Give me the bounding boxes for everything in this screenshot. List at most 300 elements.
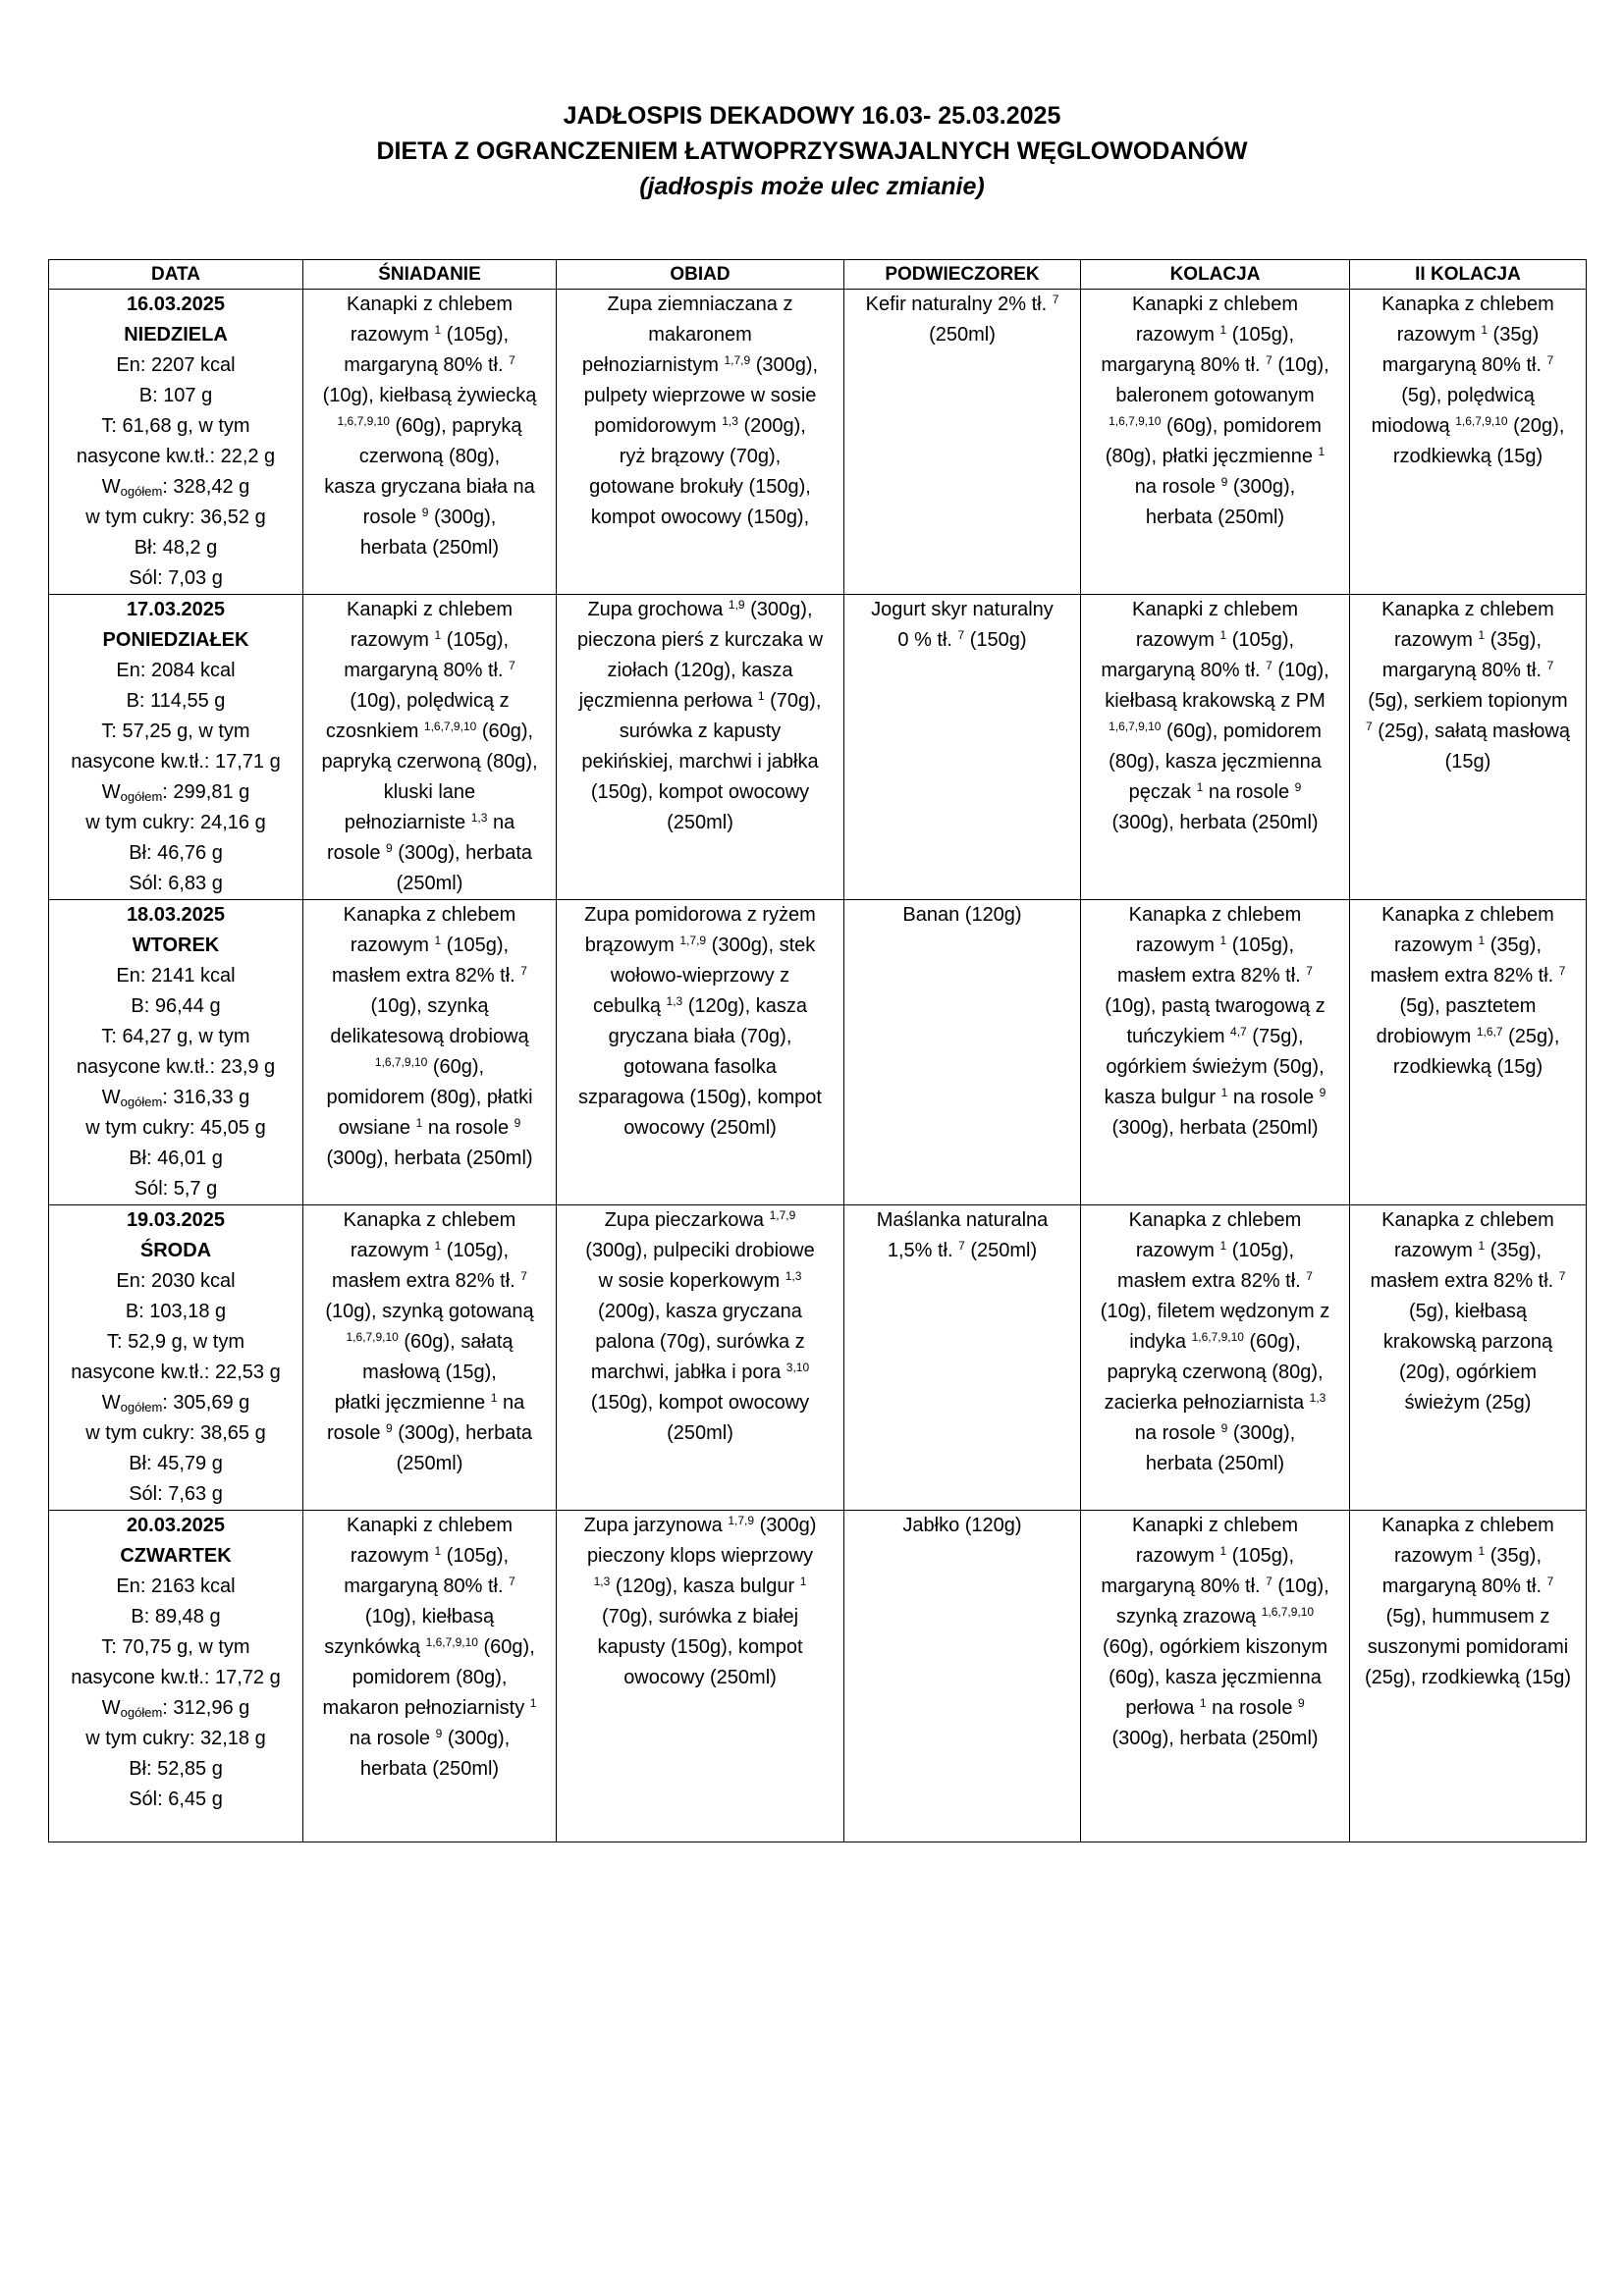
dinner-cell <box>1081 1511 1350 1842</box>
dinner-cell <box>1081 290 1350 595</box>
nutrition-line: T: 70,75 g, w tym <box>101 1636 250 1658</box>
meal-line: (150g), kompot owocowy <box>590 781 810 803</box>
date-cell <box>49 1511 303 1842</box>
meal-line: pekińskiej, marchwi i jabłka <box>581 751 819 773</box>
breakfast-cell <box>303 1205 557 1511</box>
meal-line: papryką czerwoną (80g), <box>321 751 538 773</box>
meal-line: Zupa pomidorowa z ryżem <box>584 904 816 926</box>
lunch-cell <box>557 900 844 1205</box>
meal-line: (60g), ogórkiem kiszonym <box>1103 1636 1327 1658</box>
meal-line: margaryną 80% tł. $^7$ <box>344 659 515 681</box>
meal-line: pęczak $^1$ na rosole $^9$ <box>1128 780 1302 803</box>
nutrition-line: En: 2084 kcal <box>116 660 236 681</box>
meal-line: (10g), szynką gotowaną <box>325 1301 534 1322</box>
allergen-marker: 7 <box>509 659 515 672</box>
allergen-marker: 1,6,7,9,10 <box>1191 1330 1244 1344</box>
meal-line: Maślanka naturalna <box>876 1209 1049 1231</box>
allergen-marker: 9 <box>1294 780 1302 794</box>
nutrition-line: nasycone kw.tł.: 22,53 g <box>71 1362 281 1383</box>
supper-cell <box>1350 1205 1587 1511</box>
allergen-marker: 1,7,9 <box>728 1514 755 1527</box>
date-cell <box>49 1205 303 1511</box>
meal-line: surówka z kapusty <box>619 721 782 742</box>
meal-line: razowym $^1$ (105g), <box>350 323 510 346</box>
subscript-text: ogółem <box>120 1400 163 1415</box>
nutrition-line: Bł: 52,85 g <box>129 1758 223 1780</box>
meal-line: (300g), herbata (250ml) <box>1111 1117 1319 1139</box>
meal-line: (20g), ogórkiem <box>1398 1362 1538 1383</box>
meal-line: masłem extra 82% tł. $^7$ <box>1370 964 1566 987</box>
dinner-cell <box>1081 1205 1350 1511</box>
meal-line: (300g), herbata (250ml) <box>326 1148 533 1169</box>
meal-line: Kanapka z chlebem <box>1381 294 1554 315</box>
meal-line: kluski lane <box>383 781 476 803</box>
meal-line: kompot owocowy (150g), <box>590 507 810 528</box>
supper-cell <box>1350 1511 1587 1842</box>
meal-line: Kanapki z chlebem <box>1132 1515 1298 1536</box>
nutrition-line: $W_{ogółem}$: 305,69 g <box>101 1392 250 1415</box>
meal-line: (10g), szynką <box>370 995 489 1017</box>
table-row <box>49 1511 1587 1842</box>
meal-line: delikatesową drobiową <box>330 1026 529 1047</box>
meal-line: (5g), serkiem topionym <box>1368 690 1568 712</box>
meal-line: szparagowa (150g), kompot <box>578 1087 822 1108</box>
column-header-lunch: OBIAD <box>557 260 844 290</box>
nutrition-line: B: 107 g <box>138 385 213 406</box>
allergen-marker: 7 <box>1366 720 1373 733</box>
dinner-cell <box>1081 900 1350 1205</box>
allergen-marker: 7 <box>1546 1575 1554 1588</box>
nutrition-line: nasycone kw.tł.: 17,71 g <box>71 751 281 773</box>
breakfast-cell <box>303 1511 557 1842</box>
meal-line: gotowana fasolka <box>623 1056 777 1078</box>
meal-line: Kanapka z chlebem <box>343 1209 516 1231</box>
meal-line: pomidorem (80g), <box>352 1667 508 1688</box>
meal-line: brązowym $^{1,7,9}$ (300g), stek <box>584 934 816 956</box>
meal-line: $^{1,6,7,9,10}$ (60g), pomidorem <box>1109 414 1322 437</box>
meal-line: razowym $^1$ (35g), <box>1393 1544 1543 1567</box>
meal-line: świeżym (25g) <box>1404 1392 1532 1414</box>
meal-line: kasza bulgur $^1$ na rosole $^9$ <box>1104 1086 1326 1108</box>
nutrition-line: B: 103,18 g <box>125 1301 227 1322</box>
menu-header <box>0 98 1624 204</box>
snack-cell <box>844 1511 1081 1842</box>
meal-line: Kanapka z chlebem <box>1381 599 1554 620</box>
meal-line: (300g), herbata (250ml) <box>1111 1728 1319 1749</box>
meal-line: razowym $^1$ (35g), <box>1393 934 1543 956</box>
nutrition-line: Sól: 6,45 g <box>129 1789 223 1810</box>
meal-line: makaron pełnoziarnisty $^1$ <box>322 1696 537 1719</box>
meal-line: Banan (120g) <box>902 904 1022 926</box>
table-row <box>49 290 1587 595</box>
allergen-marker: 1 <box>1318 445 1326 458</box>
allergen-marker: 1 <box>1220 1086 1228 1099</box>
meal-line: baleronem gotowanym <box>1115 385 1315 406</box>
allergen-marker: 1,3 <box>1309 1391 1326 1405</box>
nutrition-line: En: 2163 kcal <box>116 1575 236 1597</box>
nutrition-line: $W_{ogółem}$: 328,42 g <box>101 476 250 499</box>
nutrition-line: w tym cukry: 38,65 g <box>85 1422 266 1444</box>
column-header-dinner: KOLACJA <box>1081 260 1350 290</box>
allergen-marker: 4,7 <box>1230 1025 1247 1039</box>
allergen-marker: 1 <box>1478 934 1486 947</box>
nutrition-line: nasycone kw.tł.: 22,2 g <box>76 446 276 467</box>
allergen-marker: 1,6,7,9,10 <box>1261 1605 1315 1619</box>
meal-line: masłem extra 82% tł. $^7$ <box>1117 1269 1313 1292</box>
meal-line: Kanapki z chlebem <box>347 1515 513 1536</box>
nutrition-line: T: 57,25 g, w tym <box>101 721 250 742</box>
allergen-marker: 1,7,9 <box>769 1208 796 1222</box>
column-header-breakfast: ŚNIADANIE <box>303 260 557 290</box>
meal-line: gryczana biała (70g), <box>608 1026 792 1047</box>
nutrition-line: T: 61,68 g, w tym <box>101 415 250 437</box>
allergen-marker: 9 <box>1220 475 1228 489</box>
meal-line: Kanapki z chlebem <box>347 599 513 620</box>
meal-line: masłową (15g), <box>362 1362 497 1383</box>
meal-line: owocowy (250ml) <box>623 1117 777 1139</box>
meal-line: $^{1,6,7,9,10}$ (60g), papryką <box>337 414 522 437</box>
meal-plan-table <box>48 259 1587 1842</box>
allergen-marker: 1 <box>529 1696 537 1710</box>
meal-line: herbata (250ml) <box>359 1758 500 1780</box>
meal-line: (250ml) <box>396 1453 463 1474</box>
meal-line: rosole $^9$ (300g), herbata <box>326 841 533 864</box>
allergen-marker: 7 <box>1266 659 1272 672</box>
day-date: 16.03.2025 <box>126 294 226 315</box>
snack-cell <box>844 290 1081 595</box>
meal-line: kasza gryczana biała na <box>324 476 535 498</box>
meal-line: owocowy (250ml) <box>623 1667 777 1688</box>
nutrition-line: $W_{ogółem}$: 312,96 g <box>101 1697 250 1720</box>
subscript-text: ogółem <box>120 1095 163 1109</box>
lunch-cell <box>557 1511 844 1842</box>
meal-line: (10g), filetem wędzonym z <box>1100 1301 1330 1322</box>
meal-line: (60g), kasza jęczmienna <box>1109 1667 1322 1688</box>
meal-line: razowym $^1$ (105g), <box>1135 323 1295 346</box>
meal-line: czosnkiem $^{1,6,7,9,10}$ (60g), <box>325 720 534 742</box>
nutrition-line: Sól: 7,63 g <box>129 1483 223 1505</box>
subscript-text: ogółem <box>120 484 163 499</box>
meal-line: razowym $^1$ (105g), <box>1135 1239 1295 1261</box>
nutrition-line: Bł: 45,79 g <box>129 1453 223 1474</box>
allergen-marker: 9 <box>421 506 429 519</box>
day-weekday: ŚRODA <box>139 1240 212 1261</box>
meal-line: wołowo-wieprzowy z <box>610 965 790 987</box>
date-cell <box>49 595 303 900</box>
nutrition-line: Bł: 46,76 g <box>129 842 223 864</box>
meal-line: marchwi, jabłka i pora $^{3,10}$ <box>590 1361 810 1383</box>
allergen-marker: 1,6,7,9,10 <box>1109 414 1162 428</box>
nutrition-line: $W_{ogółem}$: 299,81 g <box>101 781 250 804</box>
allergen-marker: 1 <box>1219 323 1227 337</box>
meal-line: Zupa jarzynowa $^{1,7,9}$ (300g) <box>583 1514 817 1536</box>
nutrition-line: En: 2207 kcal <box>116 354 236 376</box>
day-weekday: NIEDZIELA <box>124 324 228 346</box>
meal-line: kiełbasą krakowską z PM <box>1105 690 1326 712</box>
column-header-date: DATA <box>49 260 303 290</box>
allergen-marker: 1 <box>1219 934 1227 947</box>
meal-line: rzodkiewką (15g) <box>1392 1056 1543 1078</box>
allergen-marker: 1 <box>1481 323 1488 337</box>
allergen-marker: 9 <box>1319 1086 1326 1099</box>
nutrition-line: Bł: 46,01 g <box>129 1148 223 1169</box>
meal-line: Kanapka z chlebem <box>1381 1209 1554 1231</box>
allergen-marker: 1 <box>1478 1544 1486 1558</box>
nutrition-line: B: 89,48 g <box>131 1606 221 1628</box>
meal-line: $^{1,3}$ (120g), kasza bulgur $^1$ <box>593 1575 807 1597</box>
meal-line: margaryną 80% tł. $^7$ <box>1381 659 1554 681</box>
lunch-cell <box>557 1205 844 1511</box>
breakfast-cell <box>303 290 557 595</box>
meal-line: jęczmienna perłowa $^1$ (70g), <box>578 689 822 712</box>
allergen-marker: 1,3 <box>470 811 488 825</box>
meal-line: $^7$ (25g), sałatą masłową <box>1366 720 1570 742</box>
meal-line: (5g), hummusem z <box>1385 1606 1550 1628</box>
meal-line: w sosie koperkowym $^{1,3}$ <box>598 1269 802 1292</box>
meal-line: razowym $^1$ (105g), <box>1135 628 1295 651</box>
menu-title: JADŁOSPIS DEKADOWY 16.03- 25.03.2025 <box>563 102 1061 130</box>
allergen-marker: 1,3 <box>666 994 683 1008</box>
subscript-text: ogółem <box>120 1705 163 1720</box>
change-note: (jadłospis może ulec zmianie) <box>639 173 985 200</box>
meal-line: kapusty (150g), kompot <box>597 1636 803 1658</box>
meal-line: 1,5% tł. $^7$ (250ml) <box>887 1239 1038 1261</box>
nutrition-line: nasycone kw.tł.: 23,9 g <box>76 1056 276 1078</box>
meal-line: gotowane brokuły (150g), <box>589 476 811 498</box>
date-cell <box>49 290 303 595</box>
nutrition-line: B: 96,44 g <box>131 995 221 1017</box>
meal-line: szynką zrazową $^{1,6,7,9,10}$ <box>1115 1605 1315 1628</box>
meal-line: zacierka pełnoziarnista $^{1,3}$ <box>1104 1391 1326 1414</box>
allergen-marker: 1,6,7,9,10 <box>337 414 390 428</box>
subscript-text: ogółem <box>120 789 163 804</box>
allergen-marker: 7 <box>1266 1575 1272 1588</box>
snack-cell <box>844 1205 1081 1511</box>
allergen-marker: 9 <box>435 1727 443 1740</box>
meal-line: miodową $^{1,6,7,9,10}$ (20g), <box>1371 414 1565 437</box>
meal-line: szynkówką $^{1,6,7,9,10}$ (60g), <box>324 1635 535 1658</box>
meal-line: masłem extra 82% tł. $^7$ <box>332 1269 527 1292</box>
meal-line: suszonymi pomidorami <box>1367 1636 1569 1658</box>
meal-line: rzodkiewką (15g) <box>1392 446 1543 467</box>
allergen-marker: 1,3 <box>722 414 738 428</box>
nutrition-line: nasycone kw.tł.: 17,72 g <box>71 1667 281 1688</box>
allergen-marker: 7 <box>509 1575 515 1588</box>
meal-line: Kanapka z chlebem <box>1381 904 1554 926</box>
nutrition-line: B: 114,55 g <box>126 690 226 712</box>
allergen-marker: 1,6,7,9,10 <box>1455 414 1508 428</box>
meal-line: pomidorowym $^{1,3}$ (200g), <box>594 414 806 437</box>
allergen-marker: 1 <box>434 628 442 642</box>
meal-line: Kanapki z chlebem <box>1132 294 1298 315</box>
day-weekday: PONIEDZIAŁEK <box>102 629 249 651</box>
allergen-marker: 1,3 <box>785 1269 802 1283</box>
snack-cell <box>844 900 1081 1205</box>
meal-line: (5g), kiełbasą <box>1408 1301 1528 1322</box>
allergen-marker: 1,7,9 <box>679 934 707 947</box>
meal-line: Jogurt skyr naturalny <box>871 599 1054 620</box>
meal-line: 0 % tł. $^7$ (150g) <box>897 628 1027 651</box>
nutrition-line: T: 64,27 g, w tym <box>101 1026 250 1047</box>
meal-line: na rosole $^9$ (300g), <box>1134 475 1296 498</box>
allergen-marker: 9 <box>386 1421 393 1435</box>
allergen-marker: 7 <box>958 1239 965 1253</box>
meal-line: Kanapka z chlebem <box>1381 1515 1554 1536</box>
meal-line: pomidorem (80g), płatki <box>326 1087 533 1108</box>
meal-line: masłem extra 82% tł. $^7$ <box>1117 964 1313 987</box>
meal-line: razowym $^1$ (105g), <box>1135 1544 1295 1567</box>
allergen-marker: 3,10 <box>785 1361 810 1374</box>
meal-line: herbata (250ml) <box>359 537 500 559</box>
breakfast-cell <box>303 900 557 1205</box>
nutrition-line: w tym cukry: 45,05 g <box>85 1117 266 1139</box>
meal-line: papryką czerwoną (80g), <box>1107 1362 1324 1383</box>
meal-line: razowym $^1$ (105g), <box>350 628 510 651</box>
meal-plan-body <box>49 290 1587 1842</box>
meal-line: $^{1,6,7,9,10}$ (60g), sałatą <box>346 1330 514 1353</box>
table-header-row <box>49 260 1587 290</box>
allergen-marker: 1 <box>1478 628 1486 642</box>
meal-line: (5g), polędwicą <box>1401 385 1535 406</box>
meal-line: (25g), rzodkiewką (15g) <box>1364 1667 1572 1688</box>
meal-line: herbata (250ml) <box>1145 507 1285 528</box>
meal-line: margaryną 80% tł. $^7$ (10g), <box>1101 659 1329 681</box>
meal-line: margaryną 80% tł. $^7$ (10g), <box>1101 1575 1329 1597</box>
meal-line: (250ml) <box>929 324 996 346</box>
allergen-marker: 1 <box>1478 1239 1486 1253</box>
allergen-marker: 1,6,7,9,10 <box>423 720 477 733</box>
meal-line: $^{1,6,7,9,10}$ (60g), pomidorem <box>1109 720 1322 742</box>
meal-line: razowym $^1$ (35g), <box>1393 1239 1543 1261</box>
allergen-marker: 7 <box>509 353 515 367</box>
allergen-marker: 1,3 <box>593 1575 611 1588</box>
meal-line: pieczona pierś z kurczaka w <box>576 629 824 651</box>
meal-line: razowym $^1$ (105g), <box>350 934 510 956</box>
meal-line: owsiane $^1$ na rosole $^9$ <box>338 1116 521 1139</box>
meal-line: razowym $^1$ (35g), <box>1393 628 1543 651</box>
allergen-marker: 9 <box>514 1116 521 1130</box>
meal-line: (300g), herbata (250ml) <box>1111 812 1319 833</box>
date-cell <box>49 900 303 1205</box>
meal-line: masłem extra 82% tł. $^7$ <box>1370 1269 1566 1292</box>
meal-line: pulpety wieprzowe w sosie <box>583 385 817 406</box>
allergen-marker: 7 <box>1306 1269 1313 1283</box>
day-weekday: WTOREK <box>132 934 220 956</box>
meal-line: ziołach (120g), kasza <box>607 660 793 681</box>
meal-line: (10g), kiełbasą żywiecką <box>322 385 537 406</box>
allergen-marker: 7 <box>1306 964 1313 978</box>
meal-line: Kanapka z chlebem <box>343 904 516 926</box>
breakfast-cell <box>303 595 557 900</box>
allergen-marker: 7 <box>1052 293 1059 306</box>
meal-line: pełnoziarniste $^{1,3}$ na <box>344 811 515 833</box>
allergen-marker: 7 <box>1266 353 1272 367</box>
allergen-marker: 1,6,7 <box>1476 1025 1503 1039</box>
meal-line: (250ml) <box>667 1422 733 1444</box>
nutrition-line: w tym cukry: 36,52 g <box>85 507 266 528</box>
allergen-marker: 1 <box>1219 1239 1227 1253</box>
allergen-marker: 9 <box>1298 1696 1305 1710</box>
allergen-marker: 1 <box>434 1239 442 1253</box>
meal-line: (10g), kiełbasą <box>364 1606 495 1628</box>
meal-line: Jabłko (120g) <box>902 1515 1022 1536</box>
meal-line: palona (70g), surówka z <box>595 1331 805 1353</box>
allergen-marker: 1,6,7,9,10 <box>425 1635 478 1649</box>
allergen-marker: 7 <box>1558 1269 1566 1283</box>
allergen-marker: 1 <box>434 1544 442 1558</box>
meal-line: Kanapki z chlebem <box>347 294 513 315</box>
meal-line: Kanapka z chlebem <box>1128 1209 1302 1231</box>
supper-cell <box>1350 290 1587 595</box>
meal-line: (80g), płatki jęczmienne $^1$ <box>1105 445 1326 467</box>
allergen-marker: 7 <box>957 628 965 642</box>
meal-line: rosole $^9$ (300g), <box>362 506 497 528</box>
meal-line: (200g), kasza gryczana <box>598 1301 802 1322</box>
meal-line: Zupa ziemniaczana z <box>607 294 793 315</box>
nutrition-line: $W_{ogółem}$: 316,33 g <box>101 1087 250 1109</box>
nutrition-line: Bł: 48,2 g <box>134 537 218 559</box>
nutrition-line: T: 52,9 g, w tym <box>106 1331 245 1353</box>
meal-line: herbata (250ml) <box>1145 1453 1285 1474</box>
allergen-marker: 1,7,9 <box>724 353 751 367</box>
allergen-marker: 1,6,7,9,10 <box>346 1330 399 1344</box>
meal-line: ryż brązowy (70g), <box>619 446 782 467</box>
meal-line: (150g), kompot owocowy <box>590 1392 810 1414</box>
allergen-marker: 1 <box>757 689 765 703</box>
nutrition-line: Sól: 5,7 g <box>134 1178 218 1200</box>
meal-line: margaryną 80% tł. $^7$ (10g), <box>1101 353 1329 376</box>
meal-line: Kanapka z chlebem <box>1128 904 1302 926</box>
snack-cell <box>844 595 1081 900</box>
meal-line: masłem extra 82% tł. $^7$ <box>332 964 527 987</box>
meal-line: margaryną 80% tł. $^7$ <box>1381 353 1554 376</box>
meal-line: razowym $^1$ (35g) <box>1396 323 1540 346</box>
meal-line: na rosole $^9$ (300g), <box>1134 1421 1296 1444</box>
meal-line: margaryną 80% tł. $^7$ <box>344 1575 515 1597</box>
allergen-marker: 7 <box>1546 659 1554 672</box>
allergen-marker: 1,6,7,9,10 <box>1109 720 1162 733</box>
meal-line: rosole $^9$ (300g), herbata <box>326 1421 533 1444</box>
meal-line: ogórkiem świeżym (50g), <box>1106 1056 1325 1078</box>
supper-cell <box>1350 900 1587 1205</box>
meal-line: perłowa $^1$ na rosole $^9$ <box>1125 1696 1305 1719</box>
meal-line: (10g), pastą twarogową z <box>1105 995 1326 1017</box>
day-date: 20.03.2025 <box>126 1515 226 1536</box>
lunch-cell <box>557 595 844 900</box>
day-date: 19.03.2025 <box>126 1209 226 1231</box>
meal-line: (80g), kasza jęczmienna <box>1109 751 1322 773</box>
allergen-marker: 1,6,7,9,10 <box>374 1055 428 1069</box>
table-row <box>49 1205 1587 1511</box>
diet-subtitle: DIETA Z OGRANCZENIEM ŁATWOPRZYSWAJALNYCH WĘGLOWODANÓW <box>376 137 1248 165</box>
meal-line: (70g), surówka z białej <box>601 1606 799 1628</box>
meal-line: $^{1,6,7,9,10}$ (60g), <box>374 1055 485 1078</box>
table-row <box>49 595 1587 900</box>
allergen-marker: 1 <box>434 323 442 337</box>
meal-line: drobiowym $^{1,6,7}$ (25g), <box>1376 1025 1560 1047</box>
lunch-cell <box>557 290 844 595</box>
meal-line: płatki jęczmienne $^1$ na <box>334 1391 525 1414</box>
day-date: 18.03.2025 <box>126 904 226 926</box>
meal-line: (5g), pasztetem <box>1399 995 1537 1017</box>
allergen-marker: 1 <box>1219 628 1227 642</box>
meal-line: margaryną 80% tł. $^7$ <box>1381 1575 1554 1597</box>
meal-line: Zupa pieczarkowa $^{1,7,9}$ <box>604 1208 796 1231</box>
nutrition-line: w tym cukry: 24,16 g <box>85 812 266 833</box>
nutrition-line: Sól: 7,03 g <box>129 567 223 589</box>
dinner-cell <box>1081 595 1350 900</box>
allergen-marker: 1 <box>1199 1696 1207 1710</box>
